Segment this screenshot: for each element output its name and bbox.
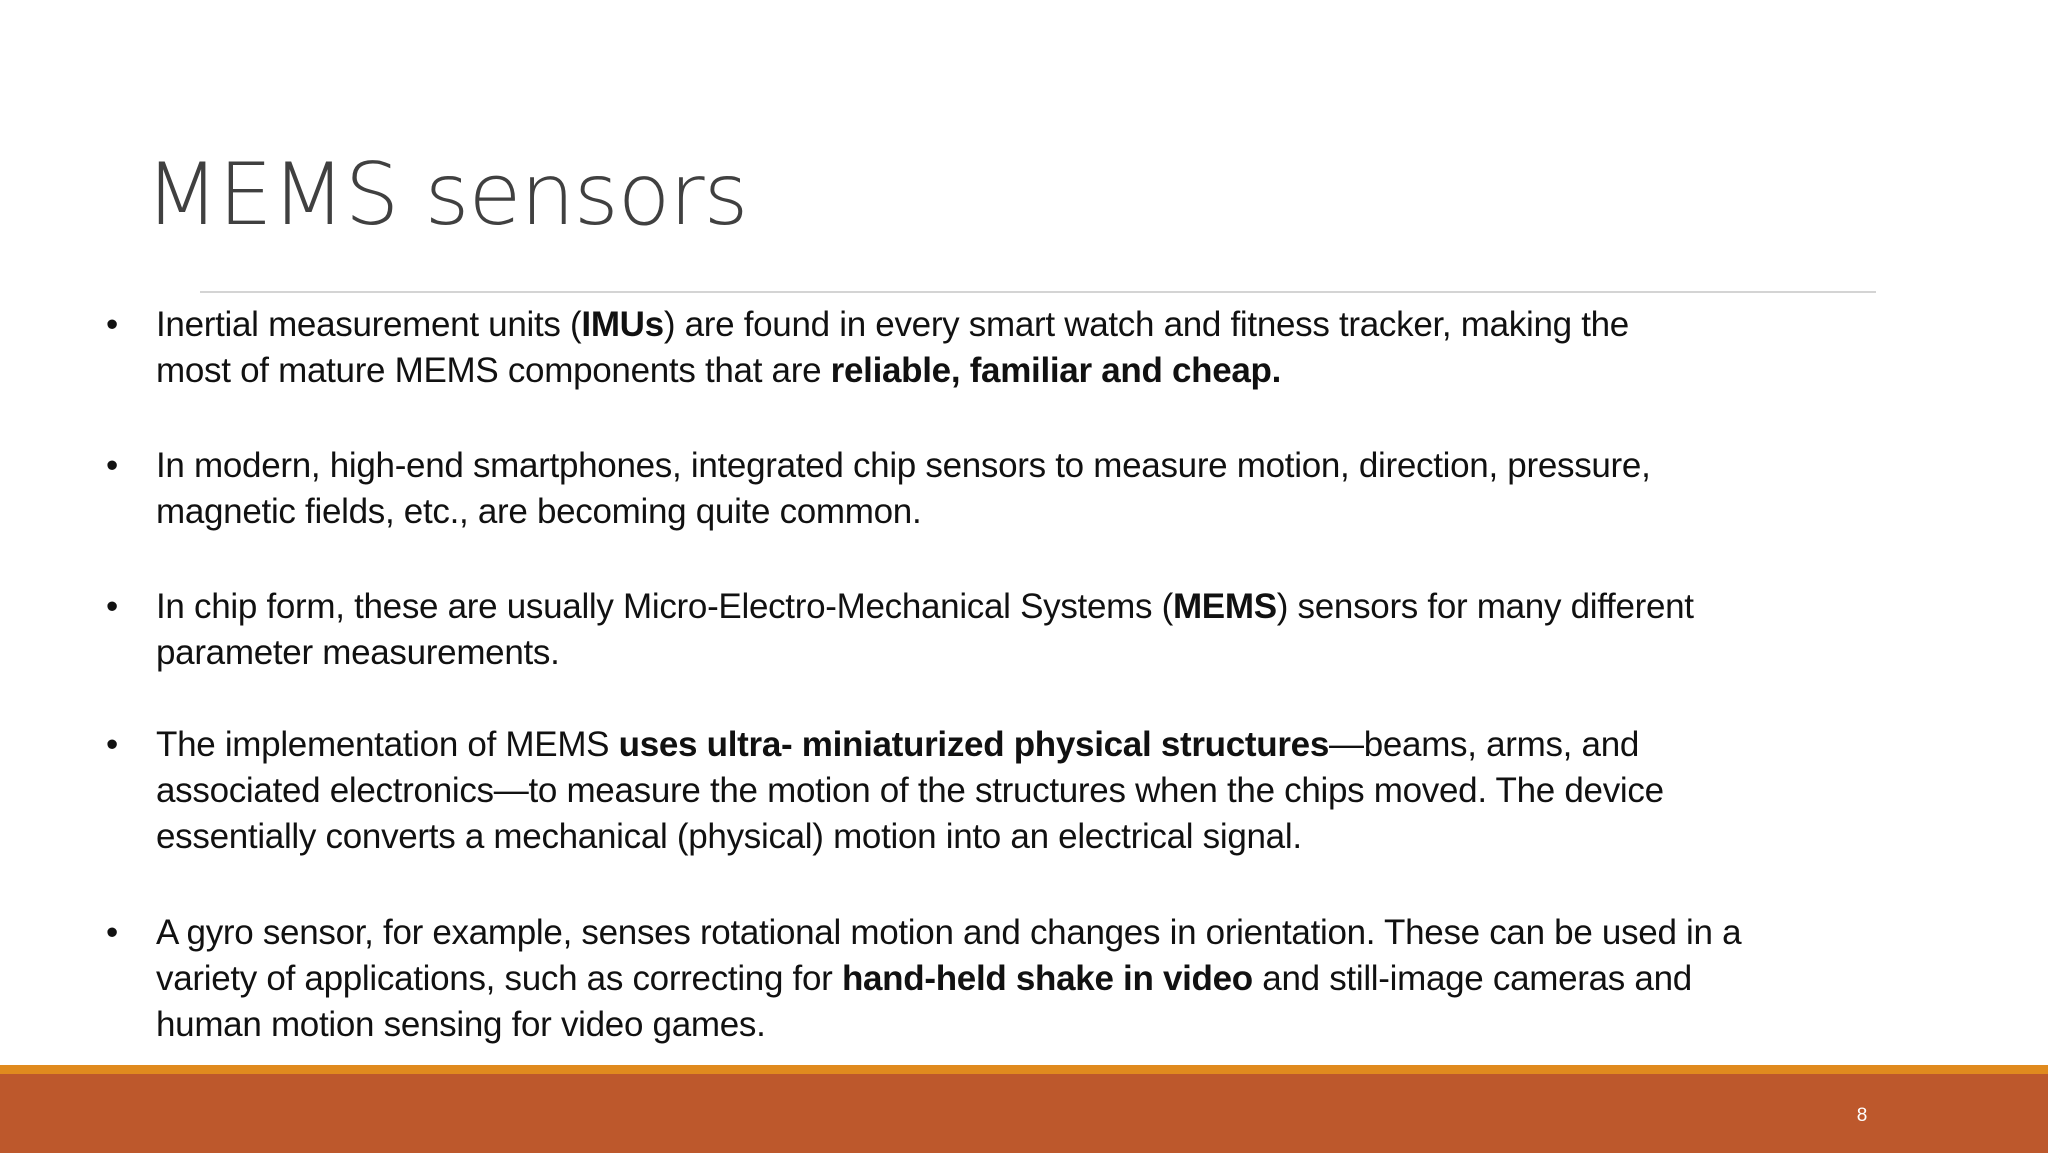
bullet-line: [156, 302, 1906, 348]
text-run: most of mature MEMS components that are: [156, 351, 831, 390]
bullet-line: [156, 348, 1906, 394]
title-divider: [200, 291, 1876, 293]
bullet-item-smartphones: [106, 443, 1906, 535]
text-run: ) are found in every smart watch and fitness tracker, making the: [663, 305, 1629, 344]
bullet-marker: •: [106, 305, 118, 344]
slide-title: MEMS sensors: [145, 145, 748, 245]
bullet-marker: •: [106, 446, 118, 485]
bullet-marker: •: [106, 587, 118, 626]
bold-phrase: reliable, familiar and cheap.: [830, 351, 1282, 390]
bullet-item-implementation: [106, 722, 1906, 860]
text-run: variety of applications, such as correcting for: [156, 959, 842, 998]
bullet-marker: •: [106, 725, 118, 764]
bullet-line: A gyro sensor, for example, senses rotational motion and changes in orientation. These can be used in a: [156, 913, 1742, 952]
page-number: 8: [1856, 1105, 1868, 1126]
text-run: and still-image cameras and: [1252, 959, 1692, 998]
bullet-text: [156, 443, 1906, 535]
footer-band: [0, 1074, 2048, 1153]
text-run: In chip form, these are usually Micro-Electro-Mechanical Systems (: [156, 587, 1173, 626]
bold-term-mems: MEMS: [1172, 587, 1277, 626]
footer-accent-stripe: [0, 1065, 2048, 1074]
text-run: ) sensors for many different: [1276, 587, 1694, 626]
bullet-item-imus: [106, 302, 1906, 394]
bullet-text: [156, 722, 1906, 860]
bullet-line: essentially converts a mechanical (physical) motion into an electrical signal.: [156, 817, 1302, 856]
bullet-line: human motion sensing for video games.: [156, 1005, 766, 1044]
bullet-line: magnetic fields, etc., are becoming quite common.: [156, 492, 922, 531]
bullet-line: In modern, high-end smartphones, integrated chip sensors to measure motion, direction, pressure,: [156, 446, 1651, 485]
text-run: —beams, arms, and: [1329, 725, 1640, 764]
text-run: Inertial measurement units (: [156, 305, 582, 344]
bold-phrase: uses ultra- miniaturized physical structures: [618, 725, 1329, 764]
text-run: The implementation of MEMS: [156, 725, 619, 764]
bullet-text: [156, 584, 1906, 676]
bullet-text: [156, 910, 1906, 1048]
bullet-item-mems-chip: [106, 584, 1906, 676]
bold-phrase: hand-held shake in video: [841, 959, 1253, 998]
bullet-line: [156, 956, 1906, 1002]
bullet-line: parameter measurements.: [156, 633, 560, 672]
bullet-line: associated electronics—to measure the motion of the structures when the chips moved. The device: [156, 771, 1664, 810]
bullet-line: [156, 722, 1906, 768]
bullet-item-gyro: [106, 910, 1906, 1048]
bullet-marker: •: [106, 913, 118, 952]
bullet-text: [156, 302, 1906, 394]
bold-term-imus: IMUs: [581, 305, 664, 344]
bullet-line: [156, 584, 1906, 630]
